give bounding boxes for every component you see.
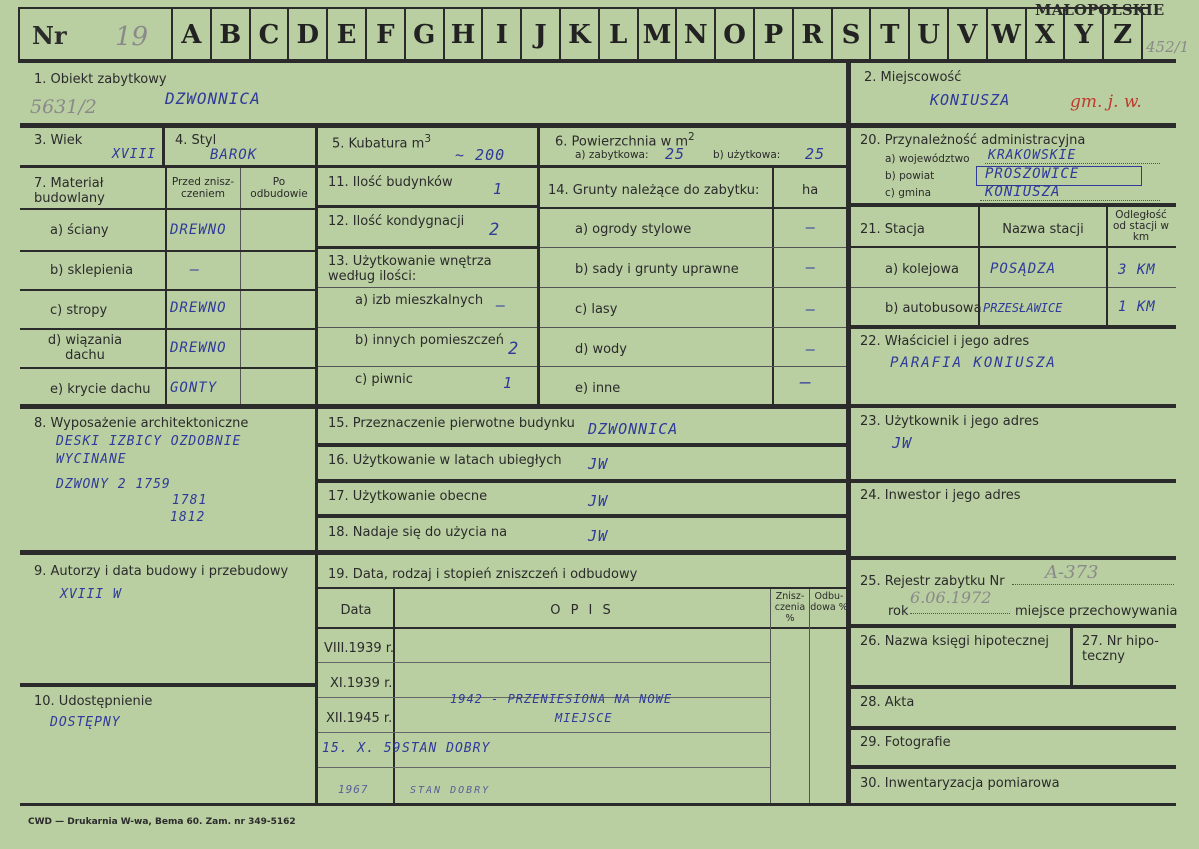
f23-label: 23. Użytkownik i jego adres [860, 414, 1039, 429]
rule [851, 123, 1176, 128]
rule [1106, 207, 1108, 325]
letter-b: B [219, 20, 242, 50]
letter-m: M [642, 20, 672, 50]
f21-label: 21. Stacja [860, 222, 925, 237]
letter-l: L [609, 20, 628, 50]
rule [318, 246, 537, 249]
f29-label: 29. Fotografie [860, 735, 951, 750]
rule [20, 367, 315, 369]
f7-row-value: GONTY [170, 380, 218, 396]
f2-value: KONIUSZA [930, 91, 1011, 109]
f19-row-opis2: MIEJSCE [555, 711, 613, 725]
f14-unit: ha [802, 183, 819, 198]
rule [326, 8, 328, 60]
rule [851, 203, 1176, 207]
f13-row-label: a) izb mieszkalnych [355, 293, 484, 308]
rule [520, 8, 522, 60]
f19-row-date: VIII.1939 r. [324, 641, 395, 656]
f7-row-label: a) ściany [50, 223, 109, 238]
rule [846, 63, 851, 805]
rule [318, 627, 846, 629]
f1-label: 1. Obiekt zabytkowy [34, 72, 167, 87]
f17-value: JW [588, 492, 609, 510]
rule [162, 128, 165, 168]
f22-value: PARAFIA KONIUSZA [890, 355, 1057, 371]
rule [540, 247, 846, 248]
f22-label: 22. Właściciel i jego adres [860, 334, 1030, 349]
f13-row-value: — [496, 296, 507, 314]
f25-rok-label: rok [888, 604, 909, 619]
f14-row-value: — [806, 300, 817, 318]
f13-row-label: c) piwnic [355, 372, 413, 387]
rule [908, 8, 910, 60]
rule [240, 168, 241, 406]
f21-row-label: a) kolejowa [885, 262, 959, 277]
f13-row-value: 1 [503, 374, 514, 392]
rule [831, 8, 833, 60]
letter-z: Z [1113, 20, 1133, 50]
f14-row-value: — [806, 340, 817, 358]
f19-row-date: 15. X. 59 [322, 741, 402, 756]
f23-value: JW [892, 434, 913, 452]
rule [851, 624, 1176, 628]
f11-label: 11. Ilość budynków [328, 175, 453, 190]
f15-label: 15. Przeznaczenie pierwotne budynku [328, 416, 575, 431]
rule [851, 765, 1176, 769]
rule [792, 8, 794, 60]
rule [986, 8, 988, 60]
rule [947, 8, 949, 60]
rule [540, 327, 846, 328]
f19-row-opis: 1942 - PRZENIESIONA NA NOWE [450, 692, 673, 706]
f15-value: DZWONNICA [588, 420, 679, 438]
f18-label: 18. Nadaje się do użycia na [328, 525, 508, 540]
f8-line2: WYCINANE [56, 452, 127, 467]
rule [637, 8, 639, 60]
rule [318, 732, 770, 733]
rule [318, 587, 846, 589]
f7-row-value: DREWNO [170, 340, 227, 356]
f19-col-opis: O P I S [550, 603, 614, 618]
letter-x: X [1034, 20, 1056, 50]
rule [753, 8, 755, 60]
f5-value: ~ 200 [455, 146, 506, 164]
f6-label: 6. Powierzchnia w $m^2$ [555, 131, 695, 150]
rule [318, 287, 537, 288]
f16-label: 16. Użytkowanie w latach ubiegłych [328, 453, 562, 468]
rule [20, 165, 315, 168]
f5-label: 5. Kubatura $m^3$ [332, 133, 432, 152]
f9-value: XVIII W [60, 587, 122, 602]
nr-value: 19 [115, 22, 149, 52]
f10-value: DOSTĘPNY [50, 715, 121, 730]
nr-label: Nr [32, 21, 67, 50]
letter-h: H [450, 20, 476, 50]
f21-col-dist: Odległość od stacji w km [1113, 209, 1169, 243]
f14-row-value: — [806, 258, 817, 276]
f20-a-value: KRAKOWSKIE [988, 148, 1077, 163]
f25-rok-value: 6.06.1972 [910, 588, 992, 607]
f27-label: 27. Nr hipo-teczny [1082, 634, 1159, 664]
letter-p: P [763, 20, 784, 50]
f19-col-z: Znisz-czenia % [774, 591, 806, 624]
f8-line1: DESKI IZBICY OZDOBNIE [56, 434, 242, 449]
rule [315, 128, 318, 806]
f7-row-label: e) krycie dachu [50, 382, 151, 397]
rule [809, 589, 810, 804]
dotted-line [980, 200, 1160, 201]
rule [851, 404, 1176, 408]
f20-c-value: KONIUSZA [985, 184, 1061, 200]
f21-col-name: Nazwa stacji [1002, 222, 1084, 237]
f21-row-name: PRZESŁAWICE [983, 301, 1063, 315]
rule [598, 8, 600, 60]
letter-u: U [917, 20, 940, 50]
rule [537, 128, 540, 406]
f14-row-label: b) sady i grunty uprawne [575, 262, 739, 277]
f7-col2: Po odbudowie [250, 176, 308, 200]
f30-label: 30. Inwentaryzacja pomiarowa [860, 776, 1060, 791]
rule [540, 287, 846, 288]
f14-row-label: a) ogrody stylowe [575, 222, 692, 237]
f7-row-label: c) stropy [50, 303, 108, 318]
rule [318, 165, 537, 168]
rule [20, 404, 846, 409]
f4-value: BAROK [210, 147, 258, 163]
rule [20, 803, 1176, 806]
f18-value: JW [588, 527, 609, 545]
letter-c: C [258, 20, 280, 50]
rule [365, 8, 367, 60]
f7-row-value: — [190, 260, 201, 278]
letter-w: W [991, 20, 1021, 50]
letter-y: Y [1074, 20, 1094, 50]
f8-line5: 1812 [170, 510, 206, 525]
f3-label: 3. Wiek [34, 133, 83, 148]
f20-b-value: PROSZOWICE [985, 166, 1080, 182]
dotted-line [1012, 584, 1174, 585]
rule [851, 325, 1176, 329]
f13-label: 13. Użytkowanie wnętrza według ilości: [328, 254, 492, 284]
letter-a: A [181, 20, 202, 50]
f17-label: 17. Użytkowanie obecne [328, 489, 488, 504]
letter-r: R [801, 20, 823, 50]
f19-col-date: Data [340, 603, 372, 618]
f20-label: 20. Przynależność administracyjna [860, 133, 1086, 148]
printer-footer: CWD — Drukarnia W-wa, Bema 60. Zam. nr 349-5162 [28, 817, 296, 827]
f6-b-value: 25 [805, 145, 826, 163]
f7-row-label: b) sklepienia [50, 263, 134, 278]
rule [481, 8, 483, 60]
f7-row-value: DREWNO [170, 222, 227, 238]
f25-label: 25. Rejestr zabytku Nr [860, 574, 1005, 589]
f21-row-dist: 3 KM [1118, 262, 1156, 278]
letter-d: D [296, 20, 320, 50]
rule [318, 443, 846, 447]
f7-label: 7. Materiał budowlany [34, 176, 105, 206]
rule [404, 8, 406, 60]
rule [714, 8, 716, 60]
rule [675, 8, 677, 60]
f6-b-label: b) użytkowa: [713, 149, 781, 161]
f14-row-label: d) wody [575, 342, 627, 357]
letter-k: K [568, 20, 591, 50]
f21-row-name: POSĄDZA [990, 261, 1057, 277]
f10-label: 10. Udostępnienie [34, 694, 153, 709]
f8-label: 8. Wyposażenie architektoniczne [34, 416, 249, 431]
f8-line3: DZWONY 2 1759 [56, 477, 171, 492]
letter-s: S [841, 20, 861, 50]
f19-row-date: 1967 [338, 783, 369, 796]
f11-value: 1 [493, 180, 504, 198]
f7-row-value: DREWNO [170, 300, 227, 316]
rule [851, 726, 1176, 730]
rule [851, 556, 1176, 560]
f2-red-note: gm. j. w. [1070, 92, 1142, 112]
f1-value: DZWONNICA [165, 89, 261, 108]
rule [1025, 8, 1027, 60]
region-label: MAŁOPOLSKIE [1035, 1, 1165, 19]
f13-row-value: 2 [508, 339, 520, 359]
f14-row-label: c) lasy [575, 302, 618, 317]
f21-row-dist: 1 KM [1118, 299, 1156, 315]
f7-row-label: d) wiązania dachu [47, 333, 123, 363]
rule [540, 366, 846, 367]
f19-row-opis: STAN DOBRY [410, 785, 491, 796]
rule [171, 8, 173, 60]
rule [18, 7, 20, 62]
f9-label: 9. Autorzy i data budowy i przebudowy [34, 564, 289, 579]
rule [443, 8, 445, 60]
f24-label: 24. Inwestor i jego adres [860, 488, 1021, 503]
rule [318, 767, 770, 768]
letter-g: G [413, 20, 436, 50]
letter-o: O [723, 20, 746, 50]
rule [851, 246, 1176, 248]
f14-row-label: e) inne [575, 381, 621, 396]
letter-v: V [957, 20, 978, 50]
f21-row-label: b) autobusowa [885, 301, 982, 316]
letter-i: I [495, 20, 508, 50]
f20-b-label: b) powiat [885, 170, 935, 182]
f19-row-date: XII.1945 r. [326, 711, 393, 726]
rule [559, 8, 561, 60]
rule [540, 207, 846, 209]
letter-e: E [336, 20, 357, 50]
rule [20, 683, 315, 687]
dotted-line [910, 613, 1010, 614]
rule [20, 550, 846, 555]
f28-label: 28. Akta [860, 695, 915, 710]
f20-a-label: a) województwo [885, 153, 970, 165]
f16-value: JW [588, 455, 609, 473]
dotted-line [985, 163, 1160, 164]
f14-row-value: — [800, 372, 812, 393]
f19-row-opis: STAN DOBRY [402, 741, 491, 756]
f13-row-label: b) innych pomieszczeń [355, 333, 505, 348]
f6-a-label: a) zabytkowa: [575, 149, 649, 161]
f12-label: 12. Ilość kondygnacji [328, 214, 465, 229]
letter-j: J [534, 20, 547, 50]
letter-n: N [683, 20, 708, 50]
f2-label: 2. Miejscowość [864, 70, 962, 85]
f7-col1: Przed znisz-czeniem [171, 176, 235, 200]
rule [318, 327, 537, 328]
rule [1070, 628, 1073, 688]
rule [869, 8, 871, 60]
f8-line4: 1781 [172, 493, 208, 508]
rule [20, 250, 315, 252]
rule [318, 662, 770, 663]
letter-f: F [376, 20, 395, 50]
f19-col-o: Odbu-dowa % [810, 591, 848, 613]
corner-note: 452/1 [1146, 38, 1190, 56]
rule [20, 123, 846, 128]
rule [851, 287, 1176, 288]
f6-a-value: 25 [665, 145, 686, 163]
f14-label: 14. Grunty należące do zabytku: [548, 183, 760, 198]
rule [318, 514, 846, 518]
f19-row-date: XI.1939 r. [330, 676, 393, 691]
rule [20, 289, 315, 291]
f3-value: XVIII [112, 147, 157, 162]
f1-pencil: 5631/2 [30, 96, 97, 118]
rule [851, 479, 1176, 483]
rule [210, 8, 212, 60]
f25-value: A-373 [1045, 562, 1099, 583]
rule [318, 366, 537, 367]
f20-c-label: c) gmina [885, 187, 932, 199]
rule [287, 8, 289, 60]
rule [249, 8, 251, 60]
f19-label: 19. Data, rodzaj i stopień zniszczeń i odbudowy [328, 567, 638, 582]
letter-t: T [880, 20, 900, 50]
rule [20, 328, 315, 330]
rule [318, 479, 846, 483]
f25-place-label: miejsce przechowywania [1015, 604, 1178, 619]
f26-label: 26. Nazwa księgi hipotecznej [860, 634, 1049, 649]
f14-row-value: — [806, 218, 817, 236]
rule [540, 165, 846, 168]
rule [165, 168, 167, 406]
rule [318, 205, 537, 208]
f12-value: 2 [489, 220, 501, 240]
f4-label: 4. Styl [175, 133, 217, 148]
rule [20, 208, 315, 210]
rule [851, 685, 1176, 689]
